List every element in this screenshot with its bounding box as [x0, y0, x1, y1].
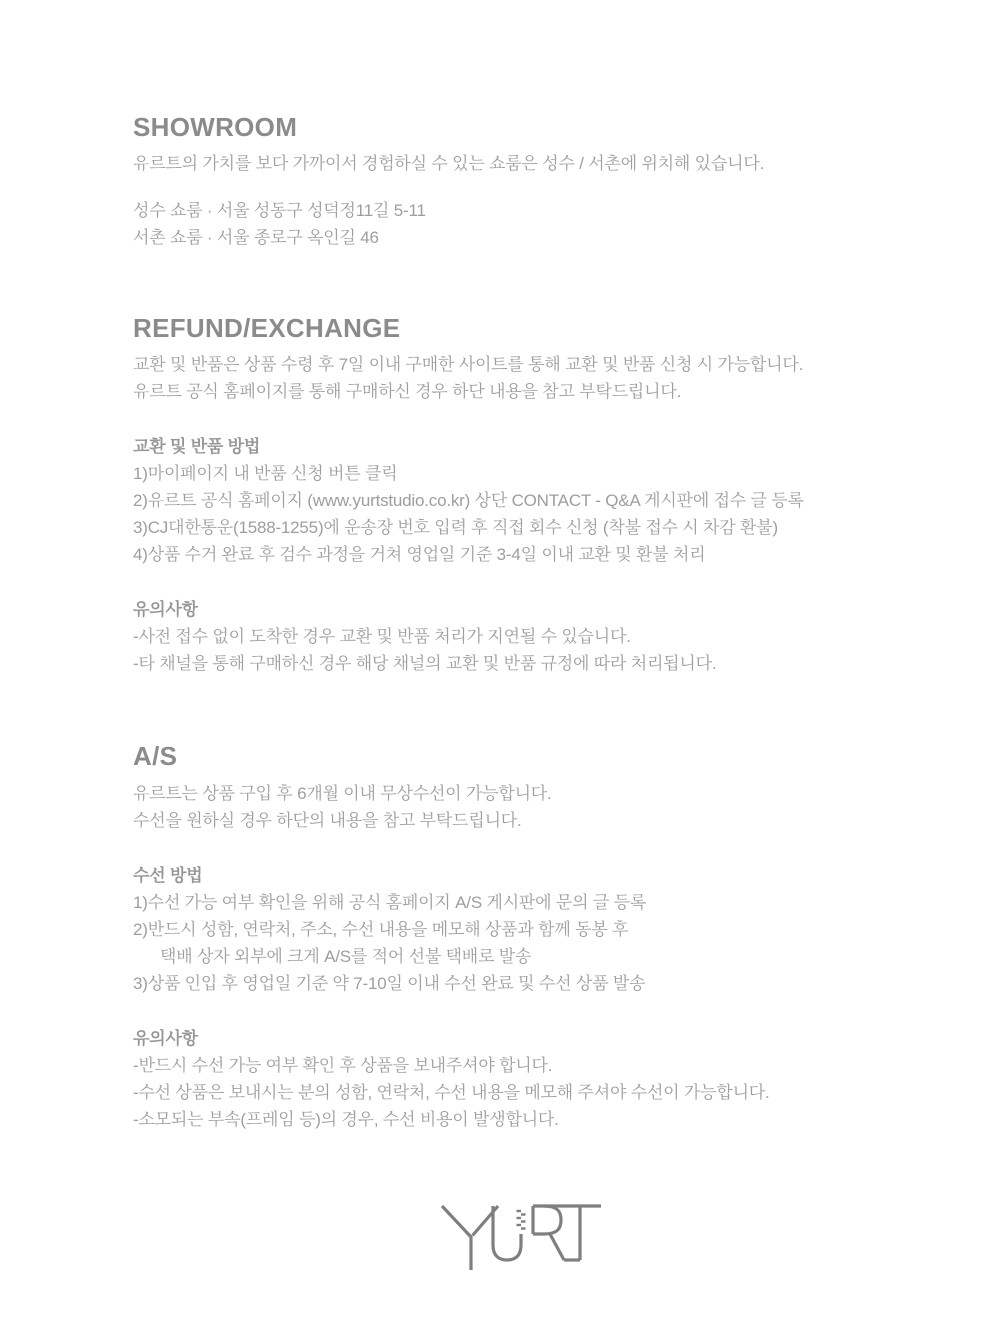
refund-exchange-section [133, 313, 910, 677]
as-notice-heading: 유의사항 [133, 1028, 198, 1048]
refund-notice-heading: 유의사항 [133, 600, 198, 620]
refund-intro-line: 교환 및 반품은 상품 수령 후 7일 이내 구매한 사이트를 통해 교환 및 반품 신청 시 가능합니다. [133, 355, 804, 375]
refund-notice-line: -사전 접수 없이 도착한 경우 교환 및 반품 처리가 지연될 수 있습니다. [133, 627, 631, 647]
showroom-intro: 유르트의 가치를 보다 가까이서 경험하실 수 있는 쇼룸은 성수 / 서촌에 위치해 있습니다. [133, 154, 765, 174]
address-line-seongsu: 성수 쇼룸 · 서울 성동구 성덕정11길 5-11 [133, 201, 426, 221]
footer [133, 1203, 910, 1270]
refund-method-block [133, 433, 910, 568]
as-method-step: 1)수선 가능 여부 확인을 위해 공식 홈페이지 A/S 게시판에 문의 글 등록 [133, 892, 647, 912]
as-method-step: 2)반드시 성함, 연락처, 주소, 수선 내용을 메모해 상품과 함께 동봉 후 [133, 919, 629, 939]
yurt-logo-icon [440, 1203, 603, 1270]
refund-method-heading: 교환 및 반품 방법 [133, 437, 261, 457]
refund-method-step: 1)마이페이지 내 반품 신청 버튼 클릭 [133, 464, 398, 484]
refund-method-step: 2)유르트 공식 홈페이지 (www.yurtstudio.co.kr) 상단 CONTACT - Q&A 게시판에 접수 글 등록 [133, 491, 804, 511]
as-notice-line: -소모되는 부속(프레임 등)의 경우, 수선 비용이 발생합니다. [133, 1109, 559, 1129]
as-method-step-continuation: 택배 상자 외부에 크게 A/S를 적어 선불 택배로 발송 [160, 946, 532, 966]
as-method-block [133, 862, 910, 997]
refund-notice-line: -타 채널을 통해 구매하신 경우 해당 채널의 교환 및 반품 규정에 따라 처리됩니다. [133, 654, 717, 674]
as-intro-line: 수선을 원하실 경우 하단의 내용을 참고 부탁드립니다. [133, 810, 522, 830]
refund-method-step: 3)CJ대한통운(1588-1255)에 운송장 번호 입력 후 직접 회수 신청 (착불 접수 시 차감 환불) [133, 518, 778, 538]
showroom-title: SHOWROOM [133, 112, 298, 142]
as-method-step: 3)상품 인입 후 영업일 기준 약 7-10일 이내 수선 완료 및 수선 상품 발송 [133, 973, 646, 993]
as-notice-line: -수선 상품은 보내시는 분의 성함, 연락처, 수선 내용을 메모해 주셔야 수선이 가능합니다. [133, 1082, 770, 1102]
refund-intro-line: 유르트 공식 홈페이지를 통해 구매하신 경우 하단 내용을 참고 부탁드립니다. [133, 382, 682, 402]
showroom-addresses [133, 197, 910, 251]
as-notice-line: -반드시 수선 가능 여부 확인 후 상품을 보내주셔야 합니다. [133, 1055, 553, 1075]
refund-title: REFUND/EXCHANGE [133, 313, 401, 344]
address-line-seochon: 서촌 쇼룸 · 서울 종로구 옥인길 46 [133, 228, 379, 248]
after-service-section [133, 741, 910, 1132]
showroom-section [133, 112, 910, 251]
as-title: A/S [133, 741, 178, 772]
as-intro-line: 유르트는 상품 구입 후 6개월 이내 무상수선이 가능합니다. [133, 783, 552, 803]
as-notice-block [133, 1025, 910, 1133]
as-method-heading: 수선 방법 [133, 865, 203, 885]
refund-notice-block [133, 596, 910, 677]
refund-method-step: 4)상품 수거 완료 후 검수 과정을 거쳐 영업일 기준 3-4일 이내 교환 및 환불 처리 [133, 545, 706, 565]
